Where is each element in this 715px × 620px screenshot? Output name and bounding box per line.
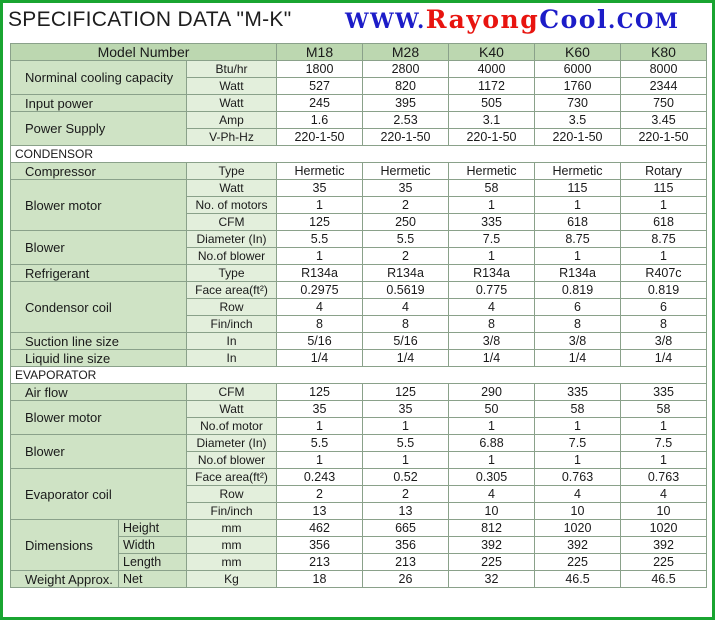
value-cell: 4	[449, 486, 535, 503]
value-cell: 290	[449, 384, 535, 401]
value-cell: 35	[277, 401, 363, 418]
value-cell: 8	[535, 316, 621, 333]
value-cell: 18	[277, 571, 363, 588]
spec-table	[10, 43, 707, 588]
website-url[interactable]	[345, 5, 680, 34]
value-cell: 1/4	[363, 350, 449, 367]
value-cell: Hermetic	[277, 163, 363, 180]
value-cell: 58	[535, 401, 621, 418]
unit-label: Face area(ft²)	[187, 282, 277, 299]
value-cell: 8	[621, 316, 707, 333]
value-cell: Hermetic	[363, 163, 449, 180]
value-cell: 1020	[535, 520, 621, 537]
condensor-blower-motor-label: Blower motor	[11, 180, 187, 231]
evaporator-section-label: EVAPORATOR	[11, 367, 707, 384]
table-row	[11, 384, 707, 401]
unit-label: Diameter (In)	[187, 231, 277, 248]
condensor-section-label: CONDENSOR	[11, 146, 707, 163]
value-cell: 1/4	[449, 350, 535, 367]
table-row	[11, 95, 707, 112]
value-cell: 750	[621, 95, 707, 112]
value-cell: 7.5	[535, 435, 621, 452]
value-cell: 462	[277, 520, 363, 537]
value-cell: 32	[449, 571, 535, 588]
value-cell: 618	[621, 214, 707, 231]
table-row	[11, 265, 707, 282]
model-header: K40	[449, 44, 535, 61]
value-cell: 13	[277, 503, 363, 520]
condensor-coil-label: Condensor coil	[11, 282, 187, 333]
table-row	[11, 435, 707, 452]
model-header: M18	[277, 44, 363, 61]
input-power-label: Input power	[11, 95, 187, 112]
value-cell: 220-1-50	[449, 129, 535, 146]
unit-label: Watt	[187, 78, 277, 95]
unit-label: Type	[187, 265, 277, 282]
value-cell: 115	[621, 180, 707, 197]
value-cell: 5.5	[363, 231, 449, 248]
value-cell: 1172	[449, 78, 535, 95]
value-cell: 1.6	[277, 112, 363, 129]
value-cell: Rotary	[621, 163, 707, 180]
value-cell: 527	[277, 78, 363, 95]
value-cell: 820	[363, 78, 449, 95]
value-cell: 8	[277, 316, 363, 333]
value-cell: 115	[535, 180, 621, 197]
value-cell: 4	[277, 299, 363, 316]
value-cell: 1	[535, 418, 621, 435]
value-cell: 2800	[363, 61, 449, 78]
value-cell: 1	[449, 418, 535, 435]
table-row	[11, 350, 707, 367]
unit-label: Watt	[187, 401, 277, 418]
unit-label: No.of blower	[187, 248, 277, 265]
value-cell: 50	[449, 401, 535, 418]
value-cell: 8	[363, 316, 449, 333]
unit-label: Type	[187, 163, 277, 180]
value-cell: 5/16	[363, 333, 449, 350]
unit-label: Row	[187, 299, 277, 316]
unit-label: Btu/hr	[187, 61, 277, 78]
table-row	[11, 520, 707, 537]
value-cell: 1	[363, 452, 449, 469]
evaporator-blower-label: Blower	[11, 435, 187, 469]
value-cell: 4	[449, 299, 535, 316]
table-row	[11, 333, 707, 350]
liquid-line-label: Liquid line size	[11, 350, 187, 367]
value-cell: 4	[535, 486, 621, 503]
value-cell: 8.75	[621, 231, 707, 248]
value-cell: 505	[449, 95, 535, 112]
suction-line-label: Suction line size	[11, 333, 187, 350]
value-cell: 2344	[621, 78, 707, 95]
value-cell: 1	[535, 248, 621, 265]
value-cell: 220-1-50	[277, 129, 363, 146]
unit-label: mm	[187, 554, 277, 571]
value-cell: 812	[449, 520, 535, 537]
row-sub-label: Length	[119, 554, 187, 571]
value-cell: 35	[277, 180, 363, 197]
table-row	[11, 180, 707, 197]
unit-label: Watt	[187, 180, 277, 197]
unit-label: mm	[187, 537, 277, 554]
value-cell: 1020	[621, 520, 707, 537]
table-row	[11, 231, 707, 248]
value-cell: R407c	[621, 265, 707, 282]
value-cell: 10	[535, 503, 621, 520]
value-cell: 2.53	[363, 112, 449, 129]
unit-label: Fin/inch	[187, 503, 277, 520]
value-cell: 58	[621, 401, 707, 418]
value-cell: 392	[449, 537, 535, 554]
value-cell: 1	[363, 418, 449, 435]
value-cell: 0.52	[363, 469, 449, 486]
row-sub-label: Net	[119, 571, 187, 588]
value-cell: 8000	[621, 61, 707, 78]
value-cell: 3/8	[621, 333, 707, 350]
value-cell: 46.5	[621, 571, 707, 588]
website-brand-b: Cool	[539, 5, 608, 34]
evaporator-coil-label: Evaporator coil	[11, 469, 187, 520]
value-cell: 4	[621, 486, 707, 503]
value-cell: 250	[363, 214, 449, 231]
value-cell: 2	[363, 248, 449, 265]
value-cell: 1	[621, 418, 707, 435]
unit-label: V-Ph-Hz	[187, 129, 277, 146]
unit-label: Kg	[187, 571, 277, 588]
value-cell: 0.305	[449, 469, 535, 486]
value-cell: 220-1-50	[621, 129, 707, 146]
unit-label: No.of motor	[187, 418, 277, 435]
row-sub-label: Height	[119, 520, 187, 537]
value-cell: 395	[363, 95, 449, 112]
value-cell: 392	[535, 537, 621, 554]
unit-label: Watt	[187, 95, 277, 112]
value-cell: 730	[535, 95, 621, 112]
value-cell: 7.5	[449, 231, 535, 248]
value-cell: 213	[363, 554, 449, 571]
value-cell: 6000	[535, 61, 621, 78]
value-cell: 13	[363, 503, 449, 520]
value-cell: 0.763	[621, 469, 707, 486]
value-cell: 35	[363, 401, 449, 418]
value-cell: 5.5	[277, 231, 363, 248]
value-cell: 0.819	[535, 282, 621, 299]
dimensions-label: Dimensions	[11, 520, 119, 571]
value-cell: 2	[277, 486, 363, 503]
value-cell: 4	[363, 299, 449, 316]
value-cell: 1	[277, 418, 363, 435]
value-cell: 4000	[449, 61, 535, 78]
page-title: SPECIFICATION DATA "M-K"	[8, 8, 292, 31]
model-number-header: Model Number	[11, 44, 277, 61]
website-brand-a: Rayong	[425, 5, 540, 34]
value-cell: 1/4	[621, 350, 707, 367]
value-cell: 6	[621, 299, 707, 316]
value-cell: 335	[535, 384, 621, 401]
table-row	[11, 163, 707, 180]
value-cell: 0.775	[449, 282, 535, 299]
value-cell: 0.243	[277, 469, 363, 486]
value-cell: 125	[363, 384, 449, 401]
value-cell: 1	[535, 452, 621, 469]
model-header: K60	[535, 44, 621, 61]
value-cell: 3.45	[621, 112, 707, 129]
value-cell: 392	[621, 537, 707, 554]
value-cell: 1	[449, 248, 535, 265]
value-cell: 0.2975	[277, 282, 363, 299]
value-cell: 7.5	[621, 435, 707, 452]
table-row	[11, 112, 707, 129]
table-row	[11, 282, 707, 299]
website-suffix: .COM	[607, 8, 680, 33]
table-row	[11, 469, 707, 486]
power-supply-label: Power Supply	[11, 112, 187, 146]
table-row	[11, 401, 707, 418]
unit-label: CFM	[187, 214, 277, 231]
value-cell: 3.1	[449, 112, 535, 129]
table-row	[11, 61, 707, 78]
value-cell: 1/4	[535, 350, 621, 367]
table-row	[11, 571, 707, 588]
value-cell: 1	[621, 197, 707, 214]
value-cell: 220-1-50	[363, 129, 449, 146]
value-cell: 665	[363, 520, 449, 537]
value-cell: 0.819	[621, 282, 707, 299]
website-prefix: WWW.	[345, 8, 426, 33]
value-cell: 10	[621, 503, 707, 520]
value-cell: 1	[535, 197, 621, 214]
weight-label: Weight Approx.	[11, 571, 119, 588]
value-cell: 6	[535, 299, 621, 316]
value-cell: 225	[621, 554, 707, 571]
unit-label: mm	[187, 520, 277, 537]
value-cell: 1	[277, 452, 363, 469]
air-flow-label: Air flow	[11, 384, 187, 401]
nominal-capacity-label: Norminal cooling capacity	[11, 61, 187, 95]
value-cell: 3/8	[535, 333, 621, 350]
unit-label: No. of motors	[187, 197, 277, 214]
value-cell: 213	[277, 554, 363, 571]
value-cell: 3.5	[535, 112, 621, 129]
value-cell: 1	[449, 452, 535, 469]
value-cell: 225	[449, 554, 535, 571]
value-cell: 10	[449, 503, 535, 520]
evaporator-blower-motor-label: Blower motor	[11, 401, 187, 435]
value-cell: 225	[535, 554, 621, 571]
unit-label: Amp	[187, 112, 277, 129]
row-sub-label: Width	[119, 537, 187, 554]
unit-label: Diameter (In)	[187, 435, 277, 452]
unit-label: No.of blower	[187, 452, 277, 469]
unit-label: Fin/inch	[187, 316, 277, 333]
value-cell: Hermetic	[535, 163, 621, 180]
evaporator-section	[11, 367, 707, 384]
value-cell: 46.5	[535, 571, 621, 588]
value-cell: 26	[363, 571, 449, 588]
value-cell: R134a	[363, 265, 449, 282]
unit-label: CFM	[187, 384, 277, 401]
value-cell: 356	[363, 537, 449, 554]
unit-label: Row	[187, 486, 277, 503]
value-cell: 0.763	[535, 469, 621, 486]
value-cell: R134a	[277, 265, 363, 282]
value-cell: 1760	[535, 78, 621, 95]
value-cell: 245	[277, 95, 363, 112]
model-header: M28	[363, 44, 449, 61]
value-cell: 35	[363, 180, 449, 197]
value-cell: R134a	[535, 265, 621, 282]
refrigerant-label: Refrigerant	[11, 265, 187, 282]
value-cell: 1	[277, 197, 363, 214]
value-cell: 1/4	[277, 350, 363, 367]
value-cell: 1	[621, 248, 707, 265]
value-cell: Hermetic	[449, 163, 535, 180]
value-cell: 5.5	[363, 435, 449, 452]
model-header: K80	[621, 44, 707, 61]
value-cell: R134a	[449, 265, 535, 282]
value-cell: 125	[277, 384, 363, 401]
unit-label: Face area(ft²)	[187, 469, 277, 486]
compressor-label: Compressor	[11, 163, 187, 180]
value-cell: 2	[363, 197, 449, 214]
value-cell: 0.5619	[363, 282, 449, 299]
value-cell: 1	[277, 248, 363, 265]
value-cell: 335	[621, 384, 707, 401]
value-cell: 356	[277, 537, 363, 554]
value-cell: 335	[449, 214, 535, 231]
value-cell: 6.88	[449, 435, 535, 452]
value-cell: 125	[277, 214, 363, 231]
unit-label: In	[187, 333, 277, 350]
condensor-section	[11, 146, 707, 163]
condensor-blower-label: Blower	[11, 231, 187, 265]
value-cell: 1800	[277, 61, 363, 78]
value-cell: 1	[449, 197, 535, 214]
value-cell: 3/8	[449, 333, 535, 350]
value-cell: 2	[363, 486, 449, 503]
value-cell: 5.5	[277, 435, 363, 452]
unit-label: In	[187, 350, 277, 367]
value-cell: 220-1-50	[535, 129, 621, 146]
table-header	[11, 44, 707, 61]
value-cell: 58	[449, 180, 535, 197]
value-cell: 5/16	[277, 333, 363, 350]
value-cell: 8.75	[535, 231, 621, 248]
value-cell: 618	[535, 214, 621, 231]
value-cell: 1	[621, 452, 707, 469]
value-cell: 8	[449, 316, 535, 333]
